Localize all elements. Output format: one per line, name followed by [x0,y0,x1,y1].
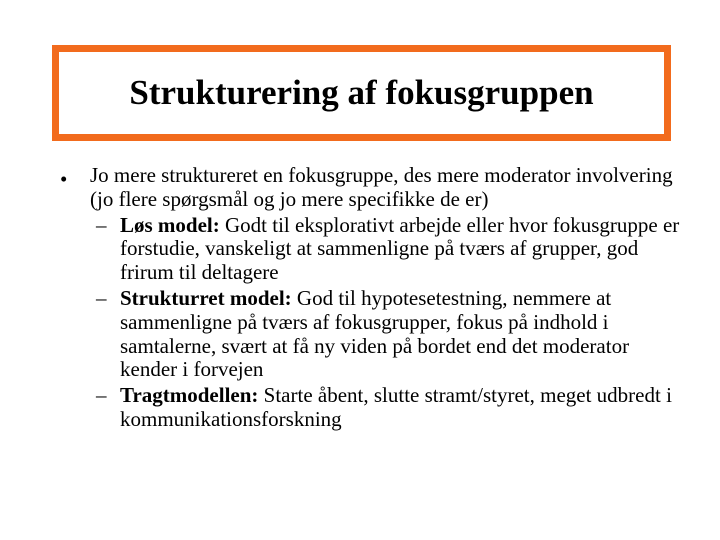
slide-title: Strukturering af fokusgruppen [129,73,594,112]
sub-bullet-label: Strukturret model: [120,285,292,310]
dash-icon: – [96,383,107,408]
dash-icon: – [96,212,107,237]
sub-bullet-text: God til hypotesetestning, nemmere at sammenligne på tværs af fokusgrupper, fokus på indhold i samtalerne, svært at få ny viden på bordet end det moderator kender i forvejen [120,285,630,382]
sub-bullet-item [96,285,680,382]
sub-bullet-list [0,214,720,432]
slide-content [0,160,720,434]
main-bullet-item [0,164,720,212]
sub-bullet-item [96,212,680,285]
main-bullet-text: Jo mere struktureret en fokusgruppe, des mere moderator involvering (jo flere spørgsmål og jo mere specifikke de er) [90,163,673,211]
dash-icon: – [96,285,107,310]
sub-bullet-label: Tragtmodellen: [120,383,259,408]
sub-bullet-label: Løs model: [120,212,220,237]
sub-bullet-item [96,383,680,432]
bullet-icon: • [60,167,68,191]
sub-bullet-text: Starte åbent, slutte stramt/styret, meget udbredt i kommunikationsforskning [120,383,672,431]
sub-bullet-text: Godt til eksplorativt arbejde eller hvor fokusgruppe er forstudie, vanskeligt at sammenligne på tværs af grupper, god frirum til deltagere [120,212,680,285]
title-box [52,45,671,141]
